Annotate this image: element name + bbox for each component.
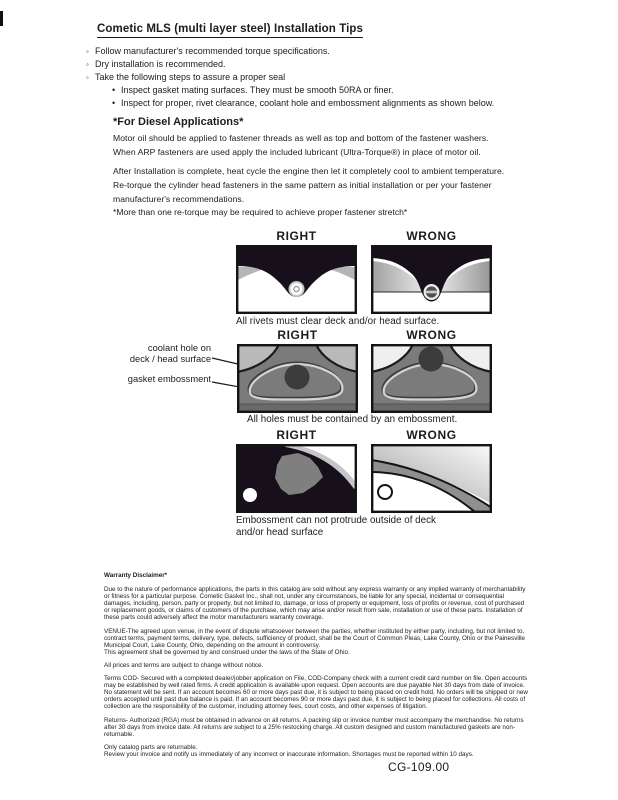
review-invoice-line: Review your invoice and notify us immediately of any incorrect or inaccurate information. Shortages must be reported within 10 days. bbox=[104, 750, 474, 758]
page-title: Cometic MLS (multi layer steel) Installation Tips bbox=[97, 23, 363, 38]
installation-tips-list bbox=[86, 45, 556, 110]
warranty-paragraph: Due to the nature of performance applications, the parts in this catalog are sold without any express warranty or any implied warranty of merchantability or fitness for a particular purpose. Cometic Gasket Inc., shall not, under any circumstances, be liable for any special, incidental or consequential damages, including, person, party or property, but not limited to, damage, or loss of property or equipment, loss of profits or revenue, cost of purchased or replacement goods, or claims of customers of the purchase, which may arise and/or result from sale, installation or use of these parts. Installation of these parts could adversely affect the motor manufacturers warranty coverage. bbox=[104, 586, 526, 622]
list-item-text: Inspect for proper, rivet clearance, coolant hole and embossment alignments as shown below. bbox=[121, 98, 495, 108]
row1-wrong-label: WRONG bbox=[406, 229, 457, 243]
list-item bbox=[86, 58, 556, 71]
bolt-hole bbox=[243, 488, 257, 502]
list-item-text: Dry installation is recommended. bbox=[95, 59, 226, 69]
list-item bbox=[86, 71, 556, 84]
coolant-hole bbox=[285, 365, 310, 390]
diesel-paragraph-1: Motor oil should be applied to fastener threads as well as top and bottom of the fastener washers. When ARP fasteners are used apply the included lubricant (Ultra-Torque®) in place of motor oil. bbox=[113, 133, 489, 157]
open-bullet-icon: ◦ bbox=[86, 60, 89, 69]
diagram-row3-right bbox=[236, 444, 357, 513]
row1-caption: All rivets must clear deck and/or head surface. bbox=[236, 316, 440, 327]
warranty-heading: Warranty Disclaimer* bbox=[104, 572, 168, 579]
row3-right-label: RIGHT bbox=[276, 428, 317, 442]
diesel-section-heading: *For Diesel Applications* bbox=[113, 116, 244, 128]
deck-edge-right-diagram bbox=[236, 444, 357, 513]
coolant-hole-label-line2: deck / head surface bbox=[129, 353, 211, 364]
prices-line: All prices and terms are subject to change without notice. bbox=[104, 661, 264, 669]
row3-caption-line1: Embossment can not protrude outside of deck bbox=[236, 515, 436, 526]
diagram-row2-wrong bbox=[371, 344, 492, 413]
open-bullet-icon: ◦ bbox=[86, 73, 89, 82]
venue-paragraph: VENUE-The agreed upon venue, in the event of dispute whatsoever between the parties, whether instituted by either party, including, but not limited to, contract terms, payment terms, delivery, type, defects, sufficiency of product, shall be the Court of Common Pleas, Lake County, Ohio or the Painesville Municipal Court, Lake County, Ohio, depending on the amount in controversy. bbox=[104, 627, 526, 649]
list-item-text: Inspect gasket mating surfaces. They must be smooth 50RA or finer. bbox=[121, 85, 394, 95]
list-item-text: Follow manufacturer's recommended torque specifications. bbox=[95, 46, 330, 56]
document-number: CG-109.00 bbox=[388, 760, 450, 774]
returnable-line: Only catalog parts are returnable. bbox=[104, 743, 198, 751]
rivet-clearance-right-diagram bbox=[236, 245, 357, 314]
row3-caption bbox=[236, 515, 436, 538]
diagram-row1-right bbox=[236, 245, 357, 314]
row1-right-label: RIGHT bbox=[276, 229, 317, 243]
rivet-icon bbox=[424, 284, 440, 300]
governing-law-line: This agreement shall be governed by and construed under the laws of the State of Ohio. bbox=[104, 648, 350, 656]
list-item bbox=[86, 45, 556, 58]
row3-wrong-label: WRONG bbox=[406, 428, 457, 442]
bullet-icon: • bbox=[112, 85, 116, 95]
list-item bbox=[86, 84, 556, 97]
embossment-wrong-diagram bbox=[371, 344, 492, 413]
diesel-paragraph-2: After Installation is complete, heat cycle the engine then let it completely cool to ambient temperature. Re-torque the cylinder head fasteners in the same pattern as initial installation or per your fastener manufacturer's recommendations. bbox=[113, 166, 505, 204]
list-item bbox=[86, 97, 556, 110]
open-bullet-icon: ◦ bbox=[86, 47, 89, 56]
list-item-text: Take the following steps to assure a proper seal bbox=[95, 72, 286, 82]
bullet-icon: • bbox=[112, 98, 116, 108]
deck-edge-wrong-diagram bbox=[371, 444, 492, 513]
scan-edge-artifact bbox=[0, 11, 3, 26]
row3-caption-line2: and/or head surface bbox=[236, 526, 324, 538]
returns-paragraph: Returns- Authorized (RGA) must be obtained in advance on all returns. A packing slip or invoice number must accompany the merchandise. No returns after 30 days from invoice date. All returns are subject to a 25% restocking charge. All custom designed and custom manufactured gaskets are non-returnable. bbox=[104, 716, 524, 738]
row2-right-label: RIGHT bbox=[277, 328, 318, 342]
diagram-row1-wrong bbox=[371, 245, 492, 314]
coolant-hole bbox=[419, 347, 444, 372]
terms-paragraph: Terms COD- Secured with a completed dealer/jobber application on File, COD-Company check with a current credit card number on file. Open accounts may be established by well rated firms. A credit application is available upon request. Open accounts are due payable Net 30 days from date of invoice. No statement will be sent. If an account becomes 60 or more days past due, it is subject to being placed on credit hold. No orders will be shipped or new orders accepted until past due balance is paid. If an account becomes 90 or more days past due, it is subject to being placed for collections. All costs of collection are the responsibility of the customer, including attorney fees, court costs, and other expenses of litigation. bbox=[104, 675, 528, 711]
coolant-hole-label-line1: coolant hole on bbox=[147, 343, 211, 353]
row2-caption: All holes must be contained by an embossment. bbox=[247, 414, 458, 425]
retorque-note: *More than one re-torque may be required to achieve proper fastener stretch* bbox=[113, 207, 408, 217]
bolt-hole bbox=[378, 485, 392, 499]
embossment-right-diagram bbox=[237, 344, 358, 413]
row2-wrong-label: WRONG bbox=[406, 328, 457, 342]
coolant-hole-label bbox=[100, 343, 211, 364]
diagram-row2-right bbox=[237, 344, 358, 413]
rivet-icon bbox=[289, 281, 305, 297]
rivet-clearance-wrong-diagram bbox=[371, 245, 492, 314]
gasket-embossment-label: gasket embossment bbox=[127, 374, 211, 384]
diagram-row3-wrong bbox=[371, 444, 492, 513]
warranty-disclaimer bbox=[104, 572, 530, 764]
